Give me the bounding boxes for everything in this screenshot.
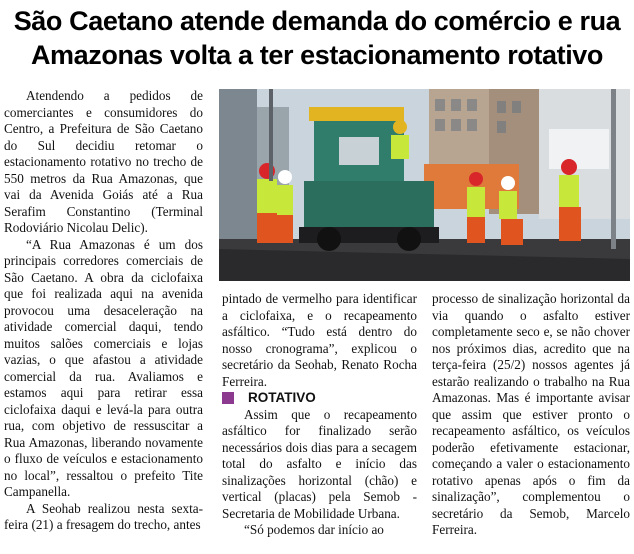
paragraph: processo de sinalização horizontal da via quando o asfalto estiver completamente seco e, se não chover nos próximos dias, acredito que na terça-feira (25/2) nossos agentes já estarão realizando o trabalho na Rua Amazonas. Mas é importante avisar que assim que estiver pronto o recapeamento asfáltico, os veículos poderão efetivamente estacionar, começando a valer o estacionamento rotativo apenas após o fim da sinalização”, complementou o secretário da Semob, Marcelo Ferreira. [432, 291, 630, 537]
paragraph: Atendendo a pedidos de comerciantes e consumidores do Centro, a Prefeitura de São Caetano do Sul decidiu retomar o estacionamento rotativo no trecho de 550 metros da Rua Amazonas, que vai da Avenida Goiás até a Rua Serafim Constantino (Terminal Rodoviário Nicolau Delic). [4, 88, 203, 235]
headline [0, 4, 634, 72]
article-photo [219, 89, 630, 281]
article-column-1 [4, 88, 203, 534]
paragraph: “Só podemos dar início ao [244, 522, 384, 537]
subhead-label: ROTATIVO [248, 390, 316, 405]
subhead-rotativo [222, 390, 417, 407]
headline-line-1: São Caetano atende demanda do comércio e rua [13, 6, 621, 36]
article-column-3 [432, 291, 630, 539]
square-bullet-icon [222, 392, 234, 404]
paragraph: “A Rua Amazonas é um dos principais corredores comerciais de São Caetano. A obra da ciclofaixa que foi realizada aqui na avenida provocou uma desaceleração na atividade comercial daqui, tendo muitos salões comerciais e lojas vazias, o que afastou a atividade comercial da rua. Avaliamos e estamos aqui para retirar essa ciclofaixa daqui e levá-la para outra rua, com objetivo de ressuscitar a Rua Amazonas, liberando novamente o fluxo de veículos e estacionamento no local”, ressaltou o prefeito Tite Campanella. [4, 236, 203, 499]
paragraph: A Seohab realizou nesta sexta-feira (21) a fresagem do trecho, antes [4, 500, 203, 532]
headline-line-2: Amazonas volta a ter estacionamento rotativo [30, 40, 604, 70]
paragraph: Assim que o recapeamento asfáltico for finalizado serão necessários dois dias para a secagem total do asfalto e início das sinalizações horizontal (chão) e vertical (placas) pela Semob - Secretaria de Mobilidade Urbana. [222, 406, 417, 521]
paving-scene-image [219, 89, 630, 281]
article-column-2 [222, 291, 417, 539]
paragraph: pintado de vermelho para identificar a ciclofaixa, e o recapeamento asfáltico. “Tudo está dentro do nosso cronograma”, explicou o secretário da Seohab, Renato Rocha Ferreira. [222, 291, 417, 389]
